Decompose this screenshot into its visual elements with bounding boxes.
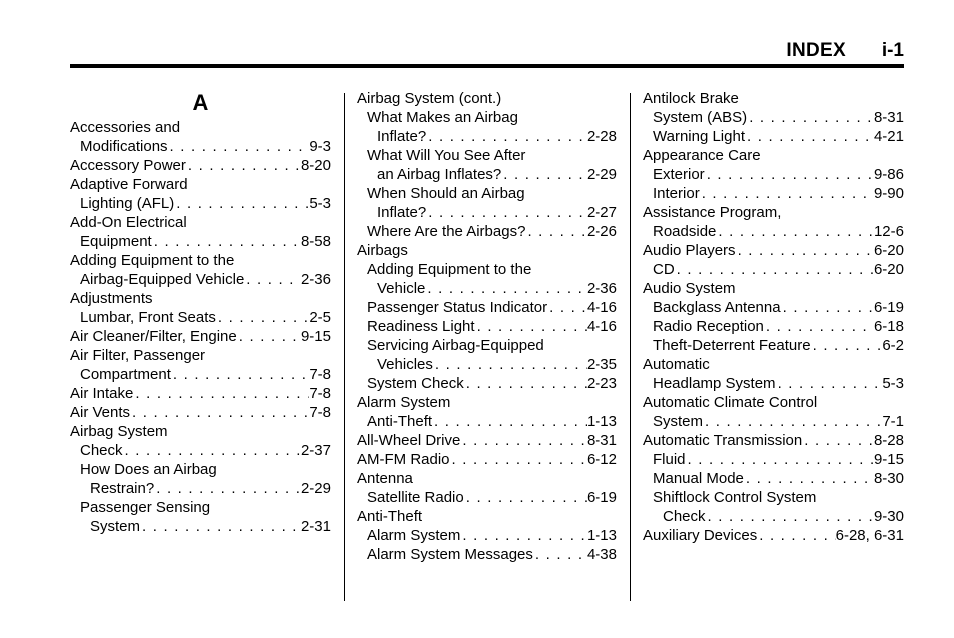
- index-column-3: [643, 89, 904, 545]
- index-entry: [357, 374, 617, 393]
- entry-page: 9-15: [873, 451, 904, 468]
- entry-text: an Airbag Inflates?: [377, 166, 502, 183]
- index-entry: [357, 469, 617, 488]
- entry-text: Accessories and: [70, 119, 181, 136]
- dot-leader: [426, 203, 587, 222]
- dot-leader: [123, 441, 301, 460]
- entry-page: 9-90: [873, 185, 904, 202]
- entry-page: 2-29: [586, 166, 617, 183]
- index-entry: [70, 441, 331, 460]
- entry-page: 8-31: [586, 432, 617, 449]
- entry-text: What Makes an Airbag: [367, 109, 518, 126]
- index-entry: [643, 488, 904, 507]
- entry-text: Antenna: [357, 470, 413, 487]
- entry-text: CD: [653, 261, 675, 278]
- index-entry: [357, 431, 617, 450]
- entry-text: Adjustments: [70, 290, 153, 307]
- entry-text: Air Vents: [70, 404, 131, 421]
- entry-page: 4-21: [873, 128, 904, 145]
- entry-page: 5-3: [309, 195, 331, 212]
- dot-leader: [745, 127, 874, 146]
- entry-text: Alarm System: [357, 394, 451, 411]
- entry-text: Modifications: [80, 138, 168, 155]
- index-entry: [70, 213, 331, 232]
- entry-text: Anti-Theft: [367, 413, 433, 430]
- entry-text: Appearance Care: [643, 147, 761, 164]
- entry-text: Roadside: [653, 223, 717, 240]
- entry-page: 6-2: [882, 337, 904, 354]
- index-entry: [357, 507, 617, 526]
- entry-page: 2-37: [300, 442, 331, 459]
- entry-text: Air Intake: [70, 385, 134, 402]
- index-entry: [357, 127, 617, 146]
- index-entry: [643, 108, 904, 127]
- index-entry: [70, 460, 331, 479]
- index-entry: [643, 146, 904, 165]
- index-entry: [643, 203, 904, 222]
- index-entry: [70, 365, 331, 384]
- index-entry: [643, 469, 904, 488]
- index-entry: [643, 241, 904, 260]
- index-entry: [70, 156, 331, 175]
- index-entry: [643, 298, 904, 317]
- entry-text: Passenger Status Indicator: [367, 299, 548, 316]
- entry-page: 1-13: [586, 413, 617, 430]
- entry-text: Interior: [653, 185, 700, 202]
- entry-text: Adaptive Forward: [70, 176, 188, 193]
- entry-text: Readiness Light: [367, 318, 475, 335]
- entry-page: 6-19: [873, 299, 904, 316]
- column-divider: [630, 93, 631, 601]
- index-entry: [643, 127, 904, 146]
- dot-leader: [475, 317, 587, 336]
- dot-leader: [432, 412, 587, 431]
- entry-text: Servicing Airbag-Equipped: [367, 337, 544, 354]
- entry-text: Inflate?: [377, 128, 427, 145]
- dot-leader: [802, 431, 874, 450]
- entry-page: 9-30: [873, 508, 904, 525]
- entry-page: 12-6: [873, 223, 904, 240]
- index-entry: [70, 346, 331, 365]
- index-entry: [70, 232, 331, 251]
- entry-text: Alarm System Messages: [367, 546, 533, 563]
- dot-leader: [716, 222, 874, 241]
- dot-leader: [140, 517, 301, 536]
- dot-leader: [460, 431, 587, 450]
- entry-page: 2-36: [586, 280, 617, 297]
- dot-leader: [781, 298, 874, 317]
- entry-text: Restrain?: [90, 480, 155, 497]
- index-entry: [643, 279, 904, 298]
- entry-text: System: [653, 413, 704, 430]
- dot-leader: [764, 317, 874, 336]
- entry-text: Antilock Brake: [643, 90, 739, 107]
- entry-page: 1-13: [586, 527, 617, 544]
- dot-leader: [703, 412, 882, 431]
- index-entry: [357, 203, 617, 222]
- entry-page: 8-28: [873, 432, 904, 449]
- entry-page: 8-30: [873, 470, 904, 487]
- entry-text: Passenger Sensing: [80, 499, 211, 516]
- dot-leader: [811, 336, 883, 355]
- dot-leader: [533, 545, 587, 564]
- index-entry: [70, 403, 331, 422]
- dot-leader: [237, 327, 301, 346]
- entry-text: Headlamp System: [653, 375, 776, 392]
- index-entry: [357, 545, 617, 564]
- page-number: i-1: [881, 40, 904, 61]
- index-entry: [70, 517, 331, 536]
- entry-page: 6-18: [873, 318, 904, 335]
- entry-text: Backglass Antenna: [653, 299, 781, 316]
- entry-text: System: [90, 518, 141, 535]
- index-entry: [643, 450, 904, 469]
- dot-leader: [706, 507, 874, 526]
- index-entry: [357, 355, 617, 374]
- dot-leader: [675, 260, 874, 279]
- index-entry: [70, 289, 331, 308]
- entry-text: Alarm System: [367, 527, 461, 544]
- entry-text: AM-FM Radio: [357, 451, 450, 468]
- column-divider: [344, 93, 345, 601]
- entry-text: Shiftlock Control System: [653, 489, 817, 506]
- dot-leader: [705, 165, 874, 184]
- entry-page: 9-15: [300, 328, 331, 345]
- index-entry: [70, 327, 331, 346]
- dot-leader: [747, 108, 874, 127]
- entry-page: 4-16: [586, 299, 617, 316]
- entry-page: 9-86: [873, 166, 904, 183]
- dot-leader: [154, 479, 301, 498]
- page-header: [70, 36, 904, 64]
- entry-text: All-Wheel Drive: [357, 432, 461, 449]
- index-entry: [643, 260, 904, 279]
- entry-page: 4-16: [586, 318, 617, 335]
- dot-leader: [171, 365, 309, 384]
- index-entry: [643, 412, 904, 431]
- entry-text: System Check: [367, 375, 464, 392]
- entry-page: 2-31: [300, 518, 331, 535]
- entry-text: Equipment: [80, 233, 152, 250]
- entry-text: Radio Reception: [653, 318, 764, 335]
- dot-leader: [757, 526, 835, 545]
- index-column-1: [70, 89, 331, 536]
- entry-text: Automatic Climate Control: [643, 394, 818, 411]
- index-entry: [357, 260, 617, 279]
- index-entry: [643, 374, 904, 393]
- entry-page: 2-26: [586, 223, 617, 240]
- entry-page: 6-28, 6-31: [835, 527, 904, 544]
- entry-text: Manual Mode: [653, 470, 744, 487]
- entry-page: 8-31: [873, 109, 904, 126]
- entry-page: 2-27: [586, 204, 617, 221]
- entry-page: 2-35: [586, 356, 617, 373]
- entry-page: 6-12: [586, 451, 617, 468]
- index-entry: [70, 251, 331, 270]
- index-entry: [643, 89, 904, 108]
- entry-page: 2-36: [300, 271, 331, 288]
- entry-text: Airbag System (cont.): [357, 90, 502, 107]
- entry-text: Assistance Program,: [643, 204, 782, 221]
- dot-leader: [464, 488, 587, 507]
- index-entry: [643, 526, 904, 545]
- entry-text: Airbag-Equipped Vehicle: [80, 271, 245, 288]
- entry-text: Airbags: [357, 242, 408, 259]
- index-entry: [643, 431, 904, 450]
- index-entry: [357, 89, 617, 108]
- entry-text: Lumbar, Front Seats: [80, 309, 216, 326]
- index-entry: [70, 137, 331, 156]
- index-entry: [70, 479, 331, 498]
- entry-text: Adding Equipment to the: [367, 261, 532, 278]
- entry-text: System (ABS): [653, 109, 748, 126]
- entry-page: 8-20: [300, 157, 331, 174]
- dot-leader: [174, 194, 309, 213]
- dot-leader: [464, 374, 587, 393]
- entry-text: Airbag System: [70, 423, 168, 440]
- index-entry: [357, 412, 617, 431]
- dot-leader: [130, 403, 309, 422]
- entry-text: Theft-Deterrent Feature: [653, 337, 811, 354]
- dot-leader: [133, 384, 309, 403]
- entry-text: Fluid: [653, 451, 686, 468]
- entry-page: 8-58: [300, 233, 331, 250]
- index-entry: [357, 184, 617, 203]
- entry-text: Check: [663, 508, 706, 525]
- dot-leader: [460, 526, 587, 545]
- entry-text: Check: [80, 442, 123, 459]
- entry-page: 7-8: [309, 385, 331, 402]
- index-entry: [357, 108, 617, 127]
- entry-text: Exterior: [653, 166, 705, 183]
- index-entry: [643, 507, 904, 526]
- index-entry: [357, 336, 617, 355]
- index-entry: [70, 270, 331, 289]
- entry-text: Warning Light: [653, 128, 745, 145]
- index-entry: [643, 222, 904, 241]
- index-entry: [643, 355, 904, 374]
- dot-leader: [547, 298, 587, 317]
- index-entry: [70, 308, 331, 327]
- entry-text: Vehicle: [377, 280, 426, 297]
- entry-page: 5-3: [882, 375, 904, 392]
- index-entry: [643, 393, 904, 412]
- entry-page: 2-5: [309, 309, 331, 326]
- index-column-2: [357, 89, 617, 564]
- entry-text: Inflate?: [377, 204, 427, 221]
- entry-text: Audio Players: [643, 242, 736, 259]
- entry-text: Accessory Power: [70, 157, 186, 174]
- dot-leader: [244, 270, 301, 289]
- index-entry: [643, 184, 904, 203]
- dot-leader: [700, 184, 874, 203]
- dot-leader: [425, 279, 587, 298]
- index-entry: [357, 317, 617, 336]
- index-entry: [357, 298, 617, 317]
- index-entry: [357, 526, 617, 545]
- index-entry: [357, 450, 617, 469]
- entry-text: Automatic Transmission: [643, 432, 803, 449]
- index-entry: [643, 165, 904, 184]
- entry-page: 2-28: [586, 128, 617, 145]
- entry-page: 2-23: [586, 375, 617, 392]
- entry-text: Air Cleaner/Filter, Engine: [70, 328, 237, 345]
- entry-text: Add-On Electrical: [70, 214, 187, 231]
- index-entry: [357, 279, 617, 298]
- entry-text: Compartment: [80, 366, 171, 383]
- entry-page: 7-8: [309, 366, 331, 383]
- entry-text: Vehicles: [377, 356, 433, 373]
- entry-text: Adding Equipment to the: [70, 252, 235, 269]
- entry-page: 6-20: [873, 242, 904, 259]
- entry-text: Automatic: [643, 356, 710, 373]
- index-entry: [357, 222, 617, 241]
- entry-page: 9-3: [309, 138, 331, 155]
- index-entry: [643, 336, 904, 355]
- index-entry: [357, 488, 617, 507]
- entry-text: Auxiliary Devices: [643, 527, 758, 544]
- dot-leader: [744, 469, 874, 488]
- index-title: INDEX: [786, 40, 846, 61]
- dot-leader: [501, 165, 587, 184]
- index-entry: [357, 241, 617, 260]
- entry-text: Where Are the Airbags?: [367, 223, 526, 240]
- entry-text: Air Filter, Passenger: [70, 347, 206, 364]
- dot-leader: [433, 355, 587, 374]
- entry-page: 2-29: [300, 480, 331, 497]
- entry-text: Satellite Radio: [367, 489, 464, 506]
- header-rule: [70, 64, 904, 68]
- index-entry: [70, 384, 331, 403]
- index-entry: [70, 422, 331, 441]
- section-letter: A: [192, 90, 209, 115]
- index-entry: [357, 146, 617, 165]
- entry-text: Anti-Theft: [357, 508, 423, 525]
- entry-page: 7-1: [882, 413, 904, 430]
- entry-page: 7-8: [309, 404, 331, 421]
- dot-leader: [152, 232, 301, 251]
- entry-text: Lighting (AFL): [80, 195, 175, 212]
- index-entry: [643, 317, 904, 336]
- index-entry: [70, 194, 331, 213]
- entry-text: When Should an Airbag: [367, 185, 525, 202]
- entry-text: What Will You See After: [367, 147, 526, 164]
- dot-leader: [168, 137, 310, 156]
- dot-leader: [186, 156, 301, 175]
- dot-leader: [736, 241, 874, 260]
- dot-leader: [426, 127, 587, 146]
- entry-page: 4-38: [586, 546, 617, 563]
- dot-leader: [525, 222, 587, 241]
- dot-leader: [216, 308, 309, 327]
- index-entry: [70, 498, 331, 517]
- index-entry: [357, 393, 617, 412]
- dot-leader: [450, 450, 587, 469]
- index-entry: [70, 175, 331, 194]
- dot-leader: [686, 450, 874, 469]
- entry-text: Audio System: [643, 280, 736, 297]
- entry-page: 6-19: [586, 489, 617, 506]
- index-entry: [70, 118, 331, 137]
- entry-text: How Does an Airbag: [80, 461, 217, 478]
- index-entry: [357, 165, 617, 184]
- entry-page: 6-20: [873, 261, 904, 278]
- dot-leader: [776, 374, 883, 393]
